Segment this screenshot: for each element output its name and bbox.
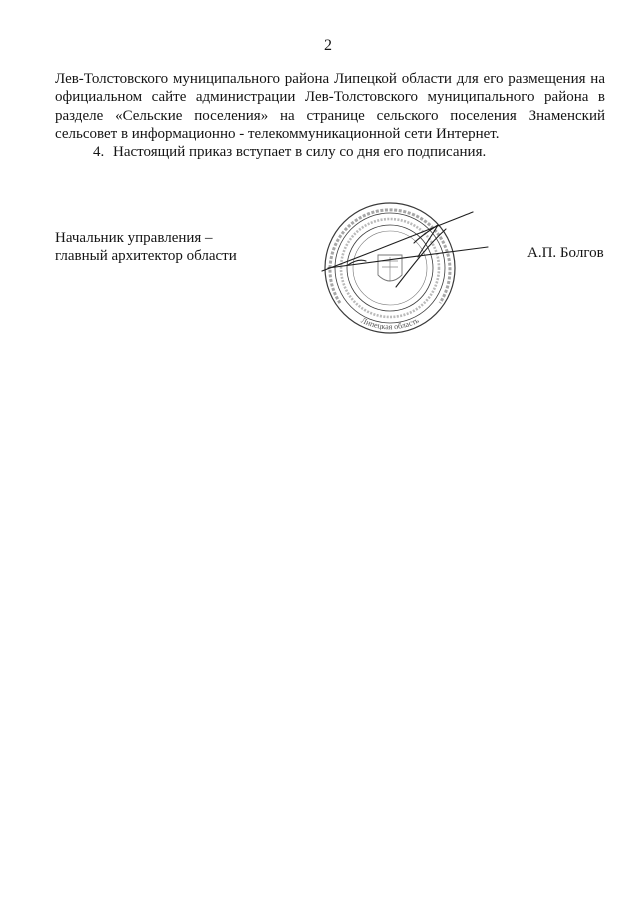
paragraph-line-2: официальном сайте администрации Лев-Толстовского муниципального района в <box>55 89 605 105</box>
list-item-number: 4. <box>93 144 105 160</box>
paragraph-line-4: сельсовет в информационно - телекоммуникационной сети Интернет. <box>55 126 500 142</box>
paragraph-line-1: Лев-Толстовского муниципального района Липецкой области для его размещения на <box>55 71 605 87</box>
list-item-text: Настоящий приказ вступает в силу со дня его подписания. <box>113 144 487 160</box>
signatory-position-line-2: главный архитектор области <box>55 248 237 264</box>
signatory-position-line-1: Начальник управления – <box>55 230 213 246</box>
list-item-4 <box>93 143 486 161</box>
official-seal-stamp <box>310 195 490 345</box>
signatory-name: А.П. Болгов <box>527 245 604 261</box>
seal-lettering: Липецкая область <box>359 315 421 332</box>
paragraph-line-3: разделе «Сельские поселения» на странице сельского поселения Знаменский <box>55 108 605 124</box>
page-number: 2 <box>324 37 332 54</box>
handwritten-signature <box>322 212 488 287</box>
